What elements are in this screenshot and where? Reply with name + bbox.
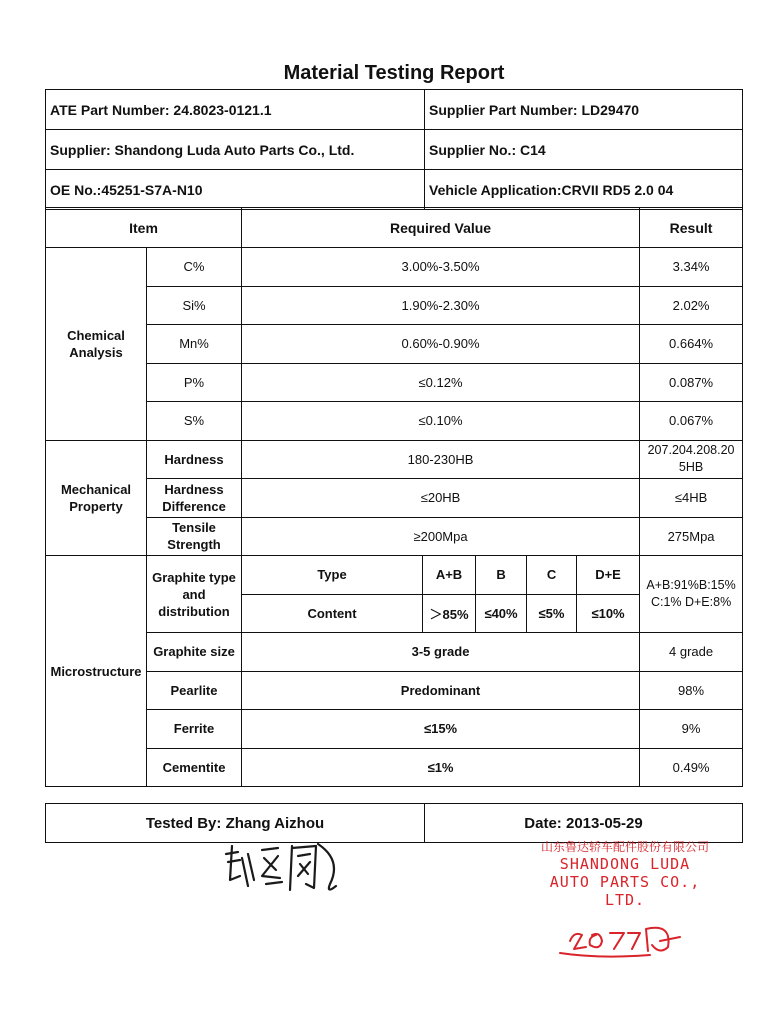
item-label: P% [147, 363, 242, 402]
required-value: 3-5 grade [242, 633, 640, 672]
result-value: A+B:91%B:15% C:1% D+E:8% [640, 556, 743, 633]
company-stamp [530, 838, 720, 961]
graphite-content-b: ≤40% [476, 594, 527, 633]
item-label: Mn% [147, 325, 242, 364]
graphite-content-ab: ＞85% [423, 594, 476, 633]
item-label: Si% [147, 286, 242, 325]
report-footer [45, 803, 743, 843]
group-chemical-analysis: Chemical Analysis [46, 248, 147, 441]
stamp-line-2: AUTO PARTS CO., LTD. [549, 873, 701, 909]
item-label: Tensile Strength [147, 517, 242, 556]
graphite-content-label: Content [242, 594, 423, 633]
required-value: Predominant [242, 671, 640, 710]
required-value: ≤15% [242, 710, 640, 749]
report-date: Date: 2013-05-29 [524, 814, 643, 832]
oe-number: OE No.:45251-S7A-N10 [46, 170, 425, 209]
column-header-result: Result [640, 208, 743, 248]
result-value: 275Mpa [640, 517, 743, 556]
item-label: Cementite [147, 748, 242, 787]
item-label: Graphite size [147, 633, 242, 672]
result-value: 2.02% [640, 286, 743, 325]
required-value: 0.60%-0.90% [242, 325, 640, 364]
result-value: 0.067% [640, 402, 743, 441]
item-label: C% [147, 248, 242, 287]
graphite-type-c: C [527, 556, 577, 595]
item-label: Hardness Difference [147, 479, 242, 518]
vehicle-application: Vehicle Application:CRVII RD5 2.0 04 [429, 181, 674, 198]
required-value: 3.00%-3.50% [242, 248, 640, 287]
required-value: ≤20HB [242, 479, 640, 518]
result-value: ≤4HB [640, 479, 743, 518]
test-results-table [45, 207, 743, 787]
report-title: Material Testing Report [283, 62, 505, 84]
item-label: Pearlite [147, 671, 242, 710]
result-value: 0.664% [640, 325, 743, 364]
group-mechanical-property: Mechanical Property [46, 440, 147, 556]
graphite-content-de: ≤10% [577, 594, 640, 633]
supplier-part-number: Supplier Part Number: LD29470 [429, 101, 640, 118]
result-value: 0.087% [640, 363, 743, 402]
ate-part-number: ATE Part Number: 24.8023-0121.1 [46, 90, 425, 129]
required-value: 180-230HB [242, 440, 640, 479]
group-microstructure: Microstructure [46, 556, 147, 787]
graphite-content-c: ≤5% [527, 594, 577, 633]
item-label: S% [147, 402, 242, 441]
result-value: 4 grade [640, 633, 743, 672]
report-header [45, 89, 743, 210]
graphite-type-b: B [476, 556, 527, 595]
required-value: 1.90%-2.30% [242, 286, 640, 325]
column-header-required-value: Required Value [242, 208, 640, 248]
stamp-line-1: SHANDONG LUDA [559, 855, 691, 873]
stamp-signature-scribble [540, 911, 710, 961]
graphite-type-de: D+E [577, 556, 640, 595]
supplier-number: Supplier No.: C14 [429, 141, 546, 158]
required-value: ≤0.12% [242, 363, 640, 402]
required-value: ≤0.10% [242, 402, 640, 441]
required-value: ≤1% [242, 748, 640, 787]
graphite-type-label: Type [242, 556, 423, 595]
graphite-type-ab: A+B [423, 556, 476, 595]
item-label: Hardness [147, 440, 242, 479]
result-value: 207.204.208.20 5HB [640, 440, 743, 479]
item-label: Ferrite [147, 710, 242, 749]
stamp-chinese-name: 山东鲁达轿车配件股份有限公司 [540, 840, 709, 854]
handwritten-signature [218, 840, 348, 900]
item-label: Graphite type and distribution [147, 556, 242, 633]
result-value: 98% [640, 671, 743, 710]
result-value: 3.34% [640, 248, 743, 287]
column-header-item: Item [46, 208, 242, 248]
tested-by: Tested By: Zhang Aizhou [46, 804, 425, 842]
result-value: 9% [640, 710, 743, 749]
result-value: 0.49% [640, 748, 743, 787]
supplier-name: Supplier: Shandong Luda Auto Parts Co., Ltd. [46, 130, 425, 169]
required-value: ≥200Mpa [242, 517, 640, 556]
